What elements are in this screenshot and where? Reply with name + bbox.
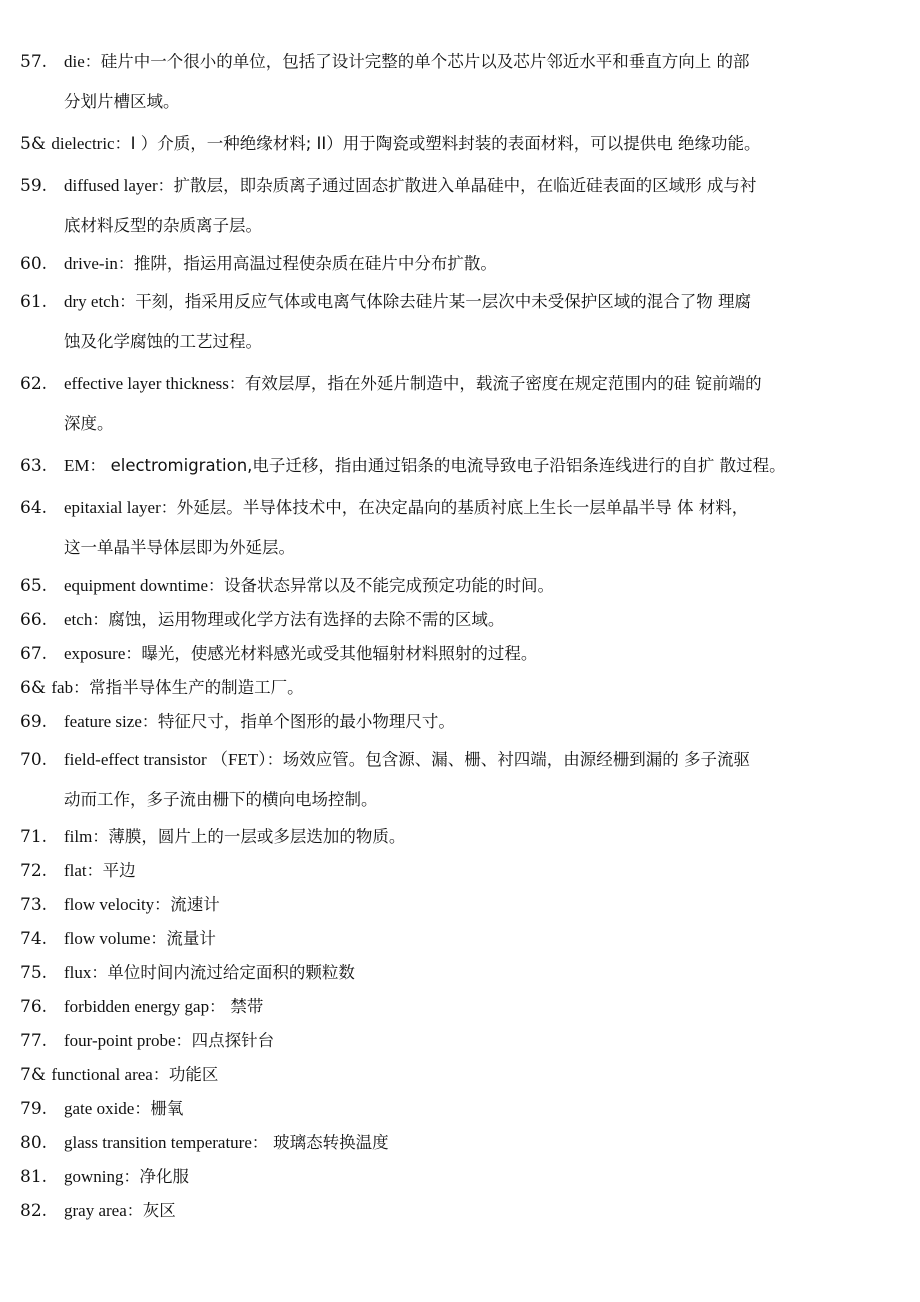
entry-59 (20, 166, 910, 246)
entry-number: 79. (20, 1099, 48, 1119)
entry-term: gate oxide (64, 1099, 135, 1118)
entry-term: flux (64, 963, 92, 982)
entry-number: 65. (20, 576, 48, 596)
separator: ： (266, 750, 283, 769)
entry-58 (20, 124, 910, 164)
entry-number: 71. (20, 827, 48, 847)
entry-82 (20, 1191, 910, 1231)
entry-definition: 薄膜，圆片上的一层或多层迭加的物质。 (108, 827, 406, 846)
entry-definition: 常指半导体生产的制造工厂。 (89, 678, 304, 697)
entry-number: 59. (20, 176, 48, 196)
entry-term: flow velocity (64, 895, 155, 914)
entry-line (20, 702, 910, 742)
separator: ： (228, 374, 245, 393)
separator: ： (73, 678, 90, 697)
entry-line (20, 124, 910, 164)
entry-continuation (20, 322, 910, 362)
entry-definition: 硅片中一个很小的单位，包括了设计完整的单个芯片以及芯片邻近水平和垂直方向上 的部 (100, 52, 750, 71)
entry-continuation (20, 206, 910, 246)
entry-definition-cont: 蚀及化学腐蚀的工艺过程。 (64, 332, 262, 351)
entry-definition: 单位时间内流过给定面积的颗粒数 (107, 963, 355, 982)
separator: ： (208, 576, 225, 595)
entry-line (20, 488, 910, 528)
entry-number: 61. (20, 292, 48, 312)
entry-70 (20, 740, 910, 820)
entry-term: etch (64, 610, 93, 629)
entry-term: forbidden energy gap (64, 997, 210, 1016)
entry-term: gray area (64, 1201, 127, 1220)
entry-number: 72. (20, 861, 48, 881)
entry-definition: 功能区 (168, 1065, 219, 1084)
separator: ： (84, 52, 101, 71)
entry-term: glass transition temperature (64, 1133, 252, 1152)
entry-number: 63. (20, 456, 48, 476)
entry-line (20, 42, 910, 82)
entry-term: drive-in (64, 254, 118, 273)
entry-number: 77. (20, 1031, 48, 1051)
separator: ： (125, 644, 142, 663)
entry-continuation (20, 82, 910, 122)
entry-continuation (20, 404, 910, 444)
entry-line (20, 166, 910, 206)
entry-definition-cont: 底材料反型的杂质离子层。 (64, 216, 262, 235)
entry-64 (20, 488, 910, 568)
entry-definition: 栅氧 (150, 1099, 184, 1118)
entry-definition: 设备状态异常以及不能完成预定功能的时间。 (224, 576, 555, 595)
entry-definition: 扩散层，即杂质离子通过固态扩散进入单晶硅中，在临近硅表面的区域形 成与衬 (173, 176, 757, 195)
entry-definition: 平边 (102, 861, 136, 880)
entry-definition: 推阱，指运用高温过程使杂质在硅片中分布扩散。 (133, 254, 497, 273)
entry-line (20, 740, 910, 780)
entry-number: 80. (20, 1133, 48, 1153)
entry-term: flat (64, 861, 87, 880)
entry-definition-cont: 这一单晶半导体层即为外延层。 (64, 538, 295, 557)
entry-definition: 有效层厚，指在外延片制造中，载流子密度在规定范围内的硅 锭前端的 (244, 374, 762, 393)
separator: ： (126, 1201, 143, 1220)
entry-number: 60. (20, 254, 48, 274)
separator: ： (92, 827, 109, 846)
entry-line (20, 244, 910, 284)
entry-line (20, 446, 910, 486)
entry-number: 5& (20, 134, 46, 154)
separator: ： (117, 254, 134, 273)
entry-definition: 净化服 (139, 1167, 190, 1186)
separator: ： (175, 1031, 192, 1050)
entry-term: fab (51, 678, 74, 697)
entry-term: effective layer thickness (64, 374, 229, 393)
entry-term: flow volume (64, 929, 151, 948)
entry-definition: 外延层。半导体技术中，在决定晶向的基质衬底上生长一层单晶半导 体 材料， (176, 498, 749, 517)
entry-definition: 四点探针台 (191, 1031, 275, 1050)
separator: ： (114, 134, 131, 153)
entry-term: four-point probe (64, 1031, 176, 1050)
entry-definition-cont: 动而工作，多子流由栅下的横向电场控制。 (64, 790, 378, 809)
entry-number: 81. (20, 1167, 48, 1187)
entry-term: dry etch (64, 292, 120, 311)
separator: ： (89, 456, 111, 475)
entry-number: 76. (20, 997, 48, 1017)
entry-definition: 流速计 (170, 895, 220, 914)
entry-61 (20, 282, 910, 362)
entry-number: 75. (20, 963, 48, 983)
separator: ： (154, 895, 171, 914)
entry-number: 67. (20, 644, 48, 664)
separator: ： (160, 498, 177, 517)
entry-line (20, 282, 910, 322)
separator: ： (91, 963, 108, 982)
separator: ： (119, 292, 136, 311)
entry-definition-cont: 分划片槽区域。 (64, 92, 180, 111)
entry-definition: 禁带 (225, 997, 264, 1016)
separator: ： (123, 1167, 140, 1186)
entry-term: diffused layer (64, 176, 158, 195)
entry-number: 57. (20, 52, 48, 72)
entry-term: equipment downtime (64, 576, 209, 595)
entry-term: film (64, 827, 93, 846)
entry-term: epitaxial layer (64, 498, 161, 517)
separator: ： (157, 176, 174, 195)
entry-definition: I ）介质，一种绝缘材料; II）用于陶瓷或塑料封装的表面材料，可以提供电 绝缘功能。 (130, 134, 761, 153)
entry-63 (20, 446, 910, 486)
entry-number: 74. (20, 929, 48, 949)
entry-69 (20, 702, 910, 742)
separator: ： (92, 610, 109, 629)
entry-definition: 特征尺寸，指单个图形的最小物理尺寸。 (157, 712, 455, 731)
entry-definition: 玻璃态转换温度 (267, 1133, 389, 1152)
entry-definition-cont: 深度。 (64, 414, 114, 433)
entry-term: exposure (64, 644, 126, 663)
entry-term: feature size (64, 712, 142, 731)
entry-line (20, 364, 910, 404)
entry-term: functional area (51, 1065, 153, 1084)
separator: ： (251, 1133, 268, 1152)
entry-number: 64. (20, 498, 48, 518)
entry-62 (20, 364, 910, 444)
entry-term: die (64, 52, 85, 71)
entry-line (20, 1191, 910, 1231)
entry-definition: 灰区 (142, 1201, 176, 1220)
separator: ： (134, 1099, 151, 1118)
entry-number: 70. (20, 750, 48, 770)
entry-definition: 场效应管。包含源、漏、栅、衬四端，由源经栅到漏的 多子流驱 (282, 750, 750, 769)
entry-number: 69. (20, 712, 48, 732)
separator: ： (141, 712, 158, 731)
entry-definition: 曝光，使感光材料感光或受其他辐射材料照射的过程。 (141, 644, 538, 663)
entry-definition: 腐蚀，运用物理或化学方法有选择的去除不需的区域。 (108, 610, 505, 629)
entry-number: 82. (20, 1201, 48, 1221)
entry-number: 73. (20, 895, 48, 915)
separator: ： (209, 997, 226, 1016)
entry-definition: 流量计 (166, 929, 216, 948)
separator: ： (152, 1065, 169, 1084)
separator: ： (150, 929, 167, 948)
entry-60 (20, 244, 910, 284)
entry-definition: 干刻，指采用反应气体或电离气体除去硅片某一层次中未受保护区域的混合了物 理腐 (135, 292, 751, 311)
separator: ： (86, 861, 103, 880)
entry-number: 62. (20, 374, 48, 394)
entry-number: 7& (20, 1065, 46, 1085)
entry-term: field-effect transistor （FET） (64, 750, 267, 769)
entry-term: dielectric (51, 134, 115, 153)
entry-57 (20, 42, 910, 122)
entry-continuation (20, 528, 910, 568)
entry-continuation (20, 780, 910, 820)
entry-number: 6& (20, 678, 46, 698)
entry-term: EM (64, 456, 90, 475)
entry-term: gowning (64, 1167, 124, 1186)
entry-definition: electromigration,电子迁移，指由通过铝条的电流导致电子沿铝条连线进行的自扩 散过程。 (110, 456, 786, 475)
entry-number: 66. (20, 610, 48, 630)
